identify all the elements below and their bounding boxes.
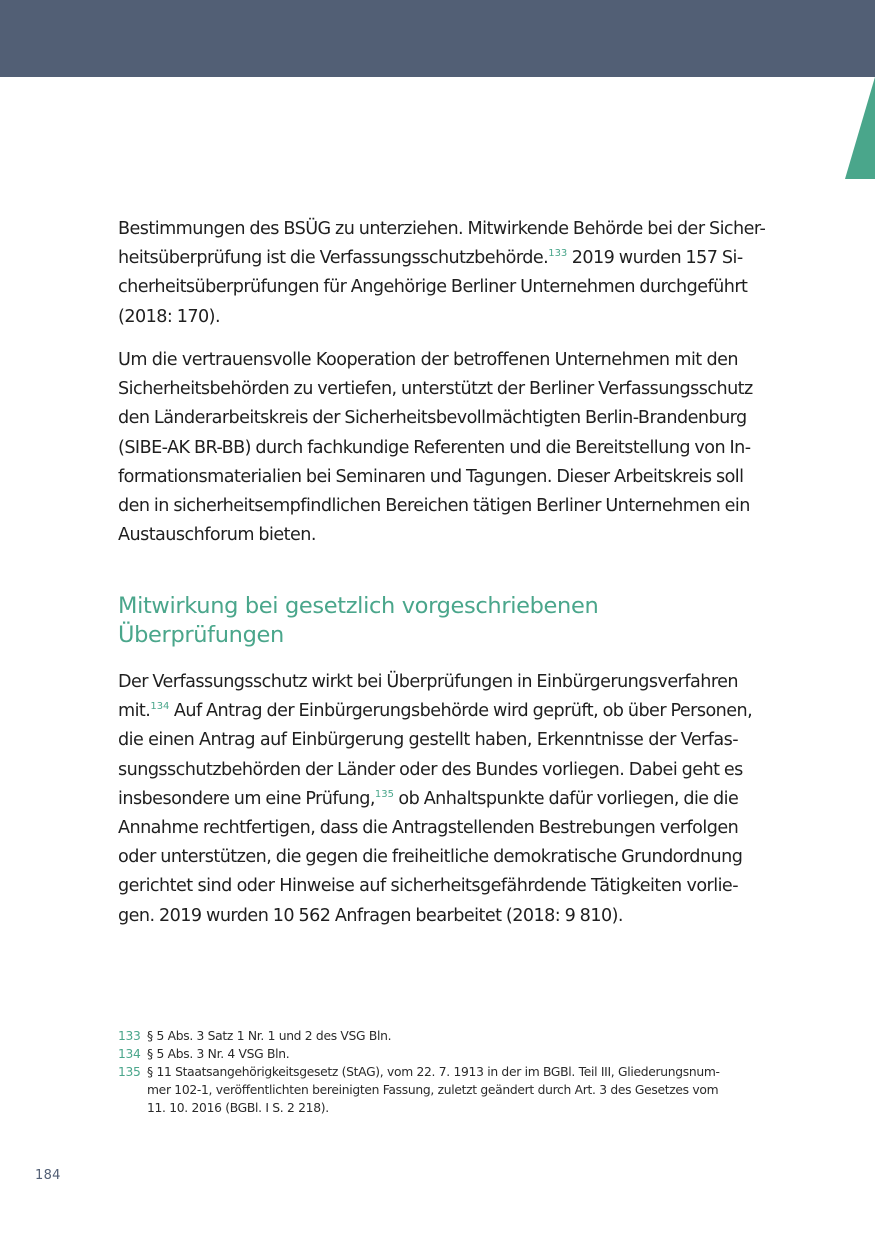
footnote-135-line-1: § 11 Staatsangehörigkeitsgesetz (StAG), vom 22. 7. 1913 in der im BGBl. Teil III, Gliederungsnum- [147, 1065, 720, 1079]
paragraph-2-line-7: Austauschforum bieten. [118, 525, 316, 546]
paragraph-3-line-1: Der Verfassungsschutz wirkt bei Überprüfungen in Einbürgerungsverfahren [118, 672, 738, 692]
paragraph-3-line-2-tail: Auf Antrag der Einbürgerungsbehörde wird geprüft, ob über Personen, [169, 701, 753, 722]
footnote-text [147, 1045, 748, 1063]
paragraph-3-line-8: gerichtet sind oder Hinweise auf sicherheitsgefährdende Tätigkeiten vorlie- [118, 876, 738, 897]
corner-tab-marker [845, 77, 875, 179]
paragraph-3-line-3: die einen Antrag auf Einbürgerung gestellt haben, Erkenntnisse der Verfas- [118, 730, 738, 751]
paragraph-1-line-4: (2018: 170). [118, 306, 220, 327]
paragraph-3 [118, 668, 753, 931]
footnotes [118, 1027, 748, 1117]
footnote-ref-134[interactable]: 134 [150, 701, 170, 713]
paragraph-1-line-2 [118, 244, 743, 273]
paragraph-3-line-9: gen. 2019 wurden 10 562 Anfragen bearbeitet (2018: 9 810). [118, 905, 623, 926]
paragraph-3-line-5-head: insbesondere um eine Prüfung, [118, 788, 375, 809]
section-heading [118, 592, 738, 650]
paragraph-1-line-2-text: heitsüberprüfung ist die Verfassungsschutzbehörde. [118, 248, 549, 269]
paragraph-3-line-2-head: mit. [118, 701, 151, 722]
paragraph-2-line-2: Sicherheitsbehörden zu vertiefen, unterstützt der Berliner Verfassungsschutz [118, 379, 753, 400]
paragraph-2-line-5: formationsmaterialien bei Seminaren und Tagungen. Dieser Arbeitskreis soll [118, 466, 744, 487]
paragraph-2-line-3: den Länderarbeitskreis der Sicherheitsbevollmächtigten Berlin-Brandenburg [118, 408, 747, 429]
footnote-135-line-3: 11. 10. 2016 (BGBl. I S. 2 218). [147, 1101, 329, 1115]
paragraph-3-line-7: oder unterstützen, die gegen die freiheitliche demokratische Grundordnung [118, 847, 743, 868]
footnote-134 [118, 1045, 748, 1063]
page-number: 184 [35, 1168, 61, 1183]
paragraph-1 [118, 215, 766, 332]
footnote-number: 134 [118, 1047, 141, 1061]
corner-tab-triangle [845, 77, 875, 179]
paragraph-2 [118, 346, 753, 550]
footnote-ref-135[interactable]: 135 [374, 788, 394, 800]
footnote-ref-133[interactable]: 133 [548, 248, 568, 260]
paragraph-3-line-2 [118, 697, 753, 726]
footnote-number: 135 [118, 1065, 141, 1079]
paragraph-3-line-6: Annahme rechtfertigen, dass die Antragstellenden Bestrebungen verfolgen [118, 818, 739, 839]
footnote-135-line-2: mer 102-1, veröffentlichten bereinigten Fassung, zuletzt geändert durch Art. 3 des Gesetzes vom [147, 1083, 719, 1097]
paragraph-3-line-5 [118, 785, 738, 814]
paragraph-2-line-4: (SIBE-AK BR-BB) durch fachkundige Referenten und die Bereitstellung von In- [118, 437, 751, 458]
footnote-133-line-1: § 5 Abs. 3 Satz 1 Nr. 1 und 2 des VSG Bln. [147, 1029, 392, 1043]
header-band [0, 0, 875, 77]
paragraph-1-line-3: cherheitsüberprüfungen für Angehörige Berliner Unternehmen durchgeführt [118, 277, 748, 298]
footnote-text [147, 1027, 748, 1045]
paragraph-2-line-6: den in sicherheitsempfindlichen Bereichen tätigen Berliner Unternehmen ein [118, 496, 750, 517]
footnote-number: 133 [118, 1029, 141, 1043]
section-heading-line-2: Überprüfungen [118, 622, 284, 648]
section-heading-line-1: Mitwirkung bei gesetzlich vorgeschriebenen [118, 593, 599, 619]
paragraph-2-line-1: Um die vertrauensvolle Kooperation der betroffenen Unternehmen mit den [118, 350, 738, 370]
paragraph-1-line-2-tail: 2019 wurden 157 Si- [567, 248, 743, 269]
paragraph-3-line-4: sungsschutzbehörden der Länder oder des Bundes vorliegen. Dabei geht es [118, 759, 743, 780]
footnote-134-line-1: § 5 Abs. 3 Nr. 4 VSG Bln. [147, 1047, 290, 1061]
footnote-135 [118, 1063, 748, 1117]
footnote-text [147, 1063, 748, 1117]
footnote-133 [118, 1027, 748, 1045]
paragraph-3-line-5-tail: ob Anhaltspunkte dafür vorliegen, die die [393, 788, 739, 809]
paragraph-1-line-1: Bestimmungen des BSÜG zu unterziehen. Mitwirkende Behörde bei der Sicher- [118, 219, 766, 239]
